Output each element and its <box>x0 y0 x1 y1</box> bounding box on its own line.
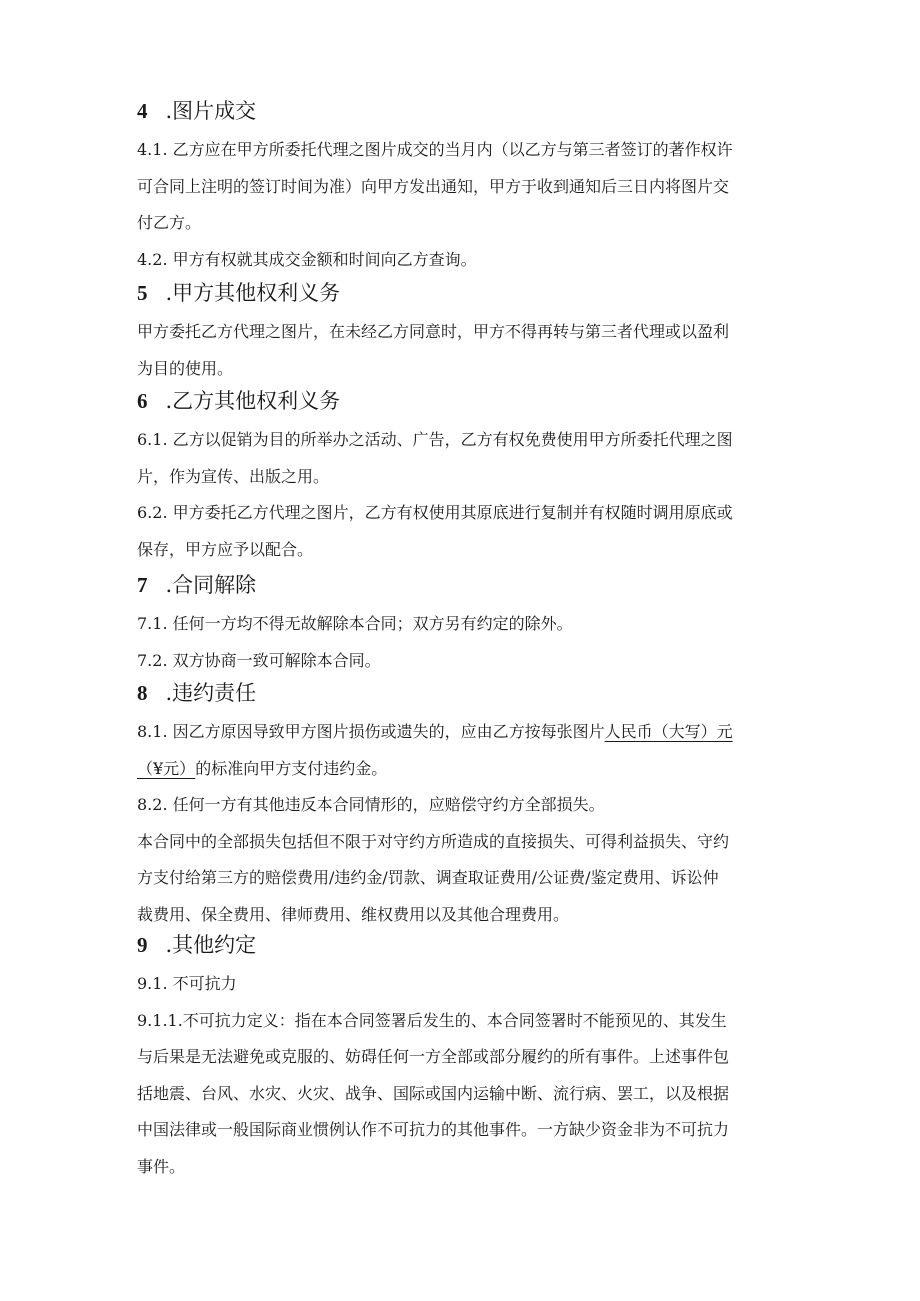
fill-in-blank: 人民币（大写）元 <box>604 722 733 741</box>
paragraph-line: 保存，甲方应予以配合。 <box>137 539 314 559</box>
section-heading <box>137 678 256 708</box>
paragraph-line: 7.1. 任何一方均不得无故解除本合同；双方另有约定的除外。 <box>137 614 573 633</box>
paragraph-line: 裁费用、保全费用、律师费用、维权费用以及其他合理费用。 <box>137 904 570 924</box>
paragraph-text: 8.1. 因乙方原因导致甲方图片损伤或遗失的，应由乙方按每张图片 <box>137 722 605 741</box>
paragraph-line: 甲方委托乙方代理之图片，在未经乙方同意时，甲方不得再转与第三者代理或以盈利 <box>137 322 730 341</box>
section-number: 9 <box>137 933 148 957</box>
paragraph-line: 9.1.1.不可抗力定义：指在本合同签署后发生的、本合同签署时不能预见的、其发生 <box>137 1010 727 1030</box>
paragraph-line: 4.1. 乙方应在甲方所委托代理之图片成交的当月内（以乙方与第三者签订的著作权许 <box>137 140 733 159</box>
fill-in-blank: （¥元） <box>137 758 196 778</box>
section-number: 4 <box>137 99 148 123</box>
section-number: 6 <box>137 389 148 413</box>
paragraph-line: 片，作为宣传、出版之用。 <box>137 466 330 486</box>
section-title: .合同解除 <box>165 573 257 597</box>
section-title: .其他约定 <box>165 933 257 957</box>
paragraph-line: 本合同中的全部损失包括但不限于对守约方所造成的直接损失、可得利益损失、守约 <box>137 831 730 851</box>
section-heading <box>137 930 256 960</box>
paragraph-line: 4.2. 甲方有权就其成交金额和时间向乙方查询。 <box>137 249 477 269</box>
paragraph-line: 付乙方。 <box>137 213 202 232</box>
paragraph-line: 6.1. 乙方以促销为目的所举办之活动、广告，乙方有权免费使用甲方所委托代理之图 <box>137 430 733 449</box>
section-heading <box>137 386 340 416</box>
paragraph-line: 9.1. 不可抗力 <box>137 974 237 993</box>
paragraph-line: 6.2. 甲方委托乙方代理之图片，乙方有权使用其原底进行复制并有权随时调用原底或 <box>137 503 733 522</box>
section-title: .乙方其他权利义务 <box>165 389 341 413</box>
paragraph-line: 中国法律或一般国际商业惯例认作不可抗力的其他事件。一方缺少资金非为不可抗力 <box>137 1120 730 1139</box>
paragraph-line: 为目的使用。 <box>137 358 234 378</box>
section-heading <box>137 570 256 600</box>
paragraph-line: 事件。 <box>137 1156 186 1176</box>
paragraph-line <box>137 751 777 787</box>
paragraph-line: 方支付给第三方的赔偿费用/违约金/罚款、调查取证费用/公证费/鉴定费用、诉讼仲 <box>137 868 719 887</box>
section-heading <box>137 96 256 126</box>
paragraph-line: 7.2. 双方协商一致可解除本合同。 <box>137 650 381 670</box>
section-number: 5 <box>137 281 148 305</box>
paragraph-line: 括地震、台风、水灾、火灾、战争、国际或国内运输中断、流行病、罢工，以及根据 <box>137 1083 730 1103</box>
section-title: .违约责任 <box>165 681 257 705</box>
paragraph-line: 可合同上注明的签订时间为准）向甲方发出通知，甲方于收到通知后三日内将图片交 <box>137 176 730 196</box>
section-number: 8 <box>137 681 148 705</box>
paragraph-text: 的标准向甲方支付违约金。 <box>195 758 388 778</box>
paragraph-line <box>137 714 777 750</box>
section-number: 7 <box>137 573 148 597</box>
section-title: .甲方其他权利义务 <box>165 281 341 305</box>
section-title: .图片成交 <box>165 99 257 123</box>
paragraph-line: 与后果是无法避免或克服的、妨碍任何一方全部或部分履约的所有事件。上述事件包 <box>137 1047 730 1066</box>
section-heading <box>137 278 340 308</box>
paragraph-line: 8.2. 任何一方有其他违反本合同情形的，应赔偿守约方全部损失。 <box>137 795 605 814</box>
